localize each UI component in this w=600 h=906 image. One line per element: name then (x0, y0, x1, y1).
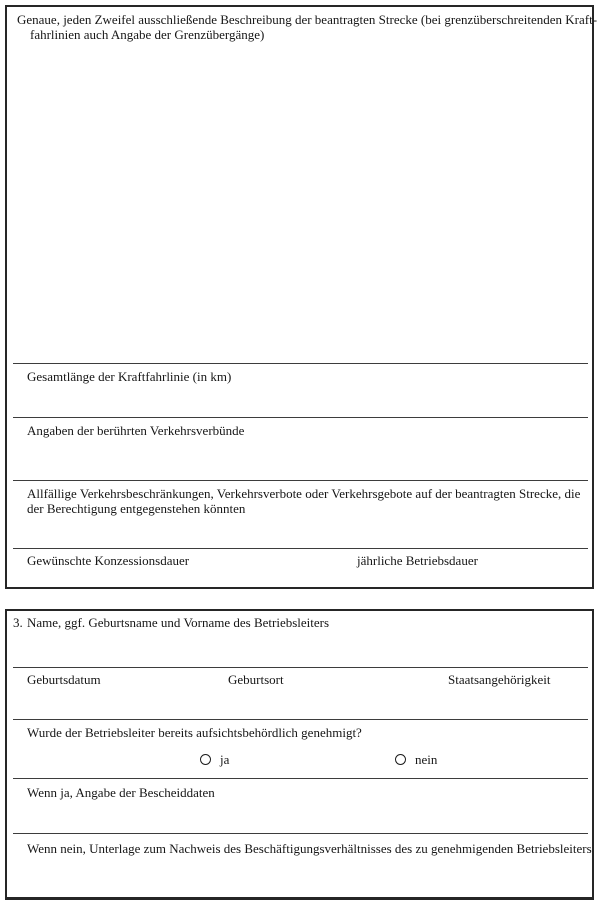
manager-name-input-area[interactable] (13, 633, 588, 665)
section-route-description (5, 5, 598, 589)
total-length-input-area[interactable] (13, 389, 588, 415)
radio-nein-label: nein (415, 752, 438, 767)
route-description-label-line2: fahrlinien auch Angabe der Grenzübergänge) (30, 27, 265, 42)
birth-place-input-area[interactable] (222, 689, 438, 717)
decision-data-input-area[interactable] (13, 803, 588, 831)
separator-line (13, 719, 588, 720)
radio-ja-label: ja (220, 752, 230, 767)
birth-place-label: Geburtsort (228, 672, 284, 687)
manager-name-label: Name, ggf. Geburtsname und Vorname des Betriebsleiters (27, 615, 330, 630)
traffic-restrictions-label: Allfällige Verkehrsbeschränkungen, Verkehrsverbote oder Verkehrsgebote auf der beantragten Strecke, die der Berechtigung entgegenstehen könnten (27, 486, 581, 516)
concession-duration-label: Gewünschte Konzessionsdauer (27, 553, 190, 568)
separator-line (13, 548, 588, 549)
birth-date-label: Geburtsdatum (27, 672, 101, 687)
separator-line (13, 417, 588, 418)
if-yes-decision-data-label: Wenn ja, Angabe der Bescheiddaten (27, 785, 215, 800)
birth-date-input-area[interactable] (13, 689, 218, 717)
radio-nein-icon[interactable] (395, 754, 406, 765)
separator-line (13, 778, 588, 779)
radio-ja-icon[interactable] (200, 754, 211, 765)
separator-line (13, 667, 588, 668)
if-no-employment-proof-label: Wenn nein, Unterlage zum Nachweis des Beschäftigungsverhältnisses des zu genehmigenden Betriebsleiters (27, 841, 592, 856)
traffic-restrictions-input-area[interactable] (13, 519, 588, 546)
approval-question-label: Wurde der Betriebsleiter bereits aufsichtsbehördlich genehmigt? (27, 725, 362, 740)
annual-operation-label: jährliche Betriebsdauer (357, 553, 478, 568)
total-length-label: Gesamtlänge der Kraftfahrlinie (in km) (27, 369, 232, 384)
concession-duration-input-area[interactable] (13, 569, 343, 587)
nationality-input-area[interactable] (442, 689, 588, 717)
nationality-label: Staatsangehörigkeit (448, 672, 551, 687)
transport-associations-input-area[interactable] (13, 444, 588, 478)
employment-proof-input-area[interactable] (13, 859, 588, 895)
section-number: 3. (13, 615, 23, 630)
route-description-input-area[interactable] (13, 49, 588, 357)
separator-line (13, 363, 588, 364)
separator-line (13, 833, 588, 834)
radio-option-nein[interactable] (395, 752, 437, 767)
separator-line (13, 480, 588, 481)
route-description-label (17, 12, 598, 42)
route-description-label-line1: Genaue, jeden Zweifel ausschließende Beschreibung der beantragten Strecke (bei grenzüberschreitenden Kraft- (17, 12, 598, 27)
section-operations-manager (5, 609, 594, 900)
transport-associations-label: Angaben der berührten Verkehrsverbünde (27, 423, 245, 438)
annual-operation-input-area[interactable] (352, 569, 588, 587)
radio-option-ja[interactable] (200, 752, 229, 767)
